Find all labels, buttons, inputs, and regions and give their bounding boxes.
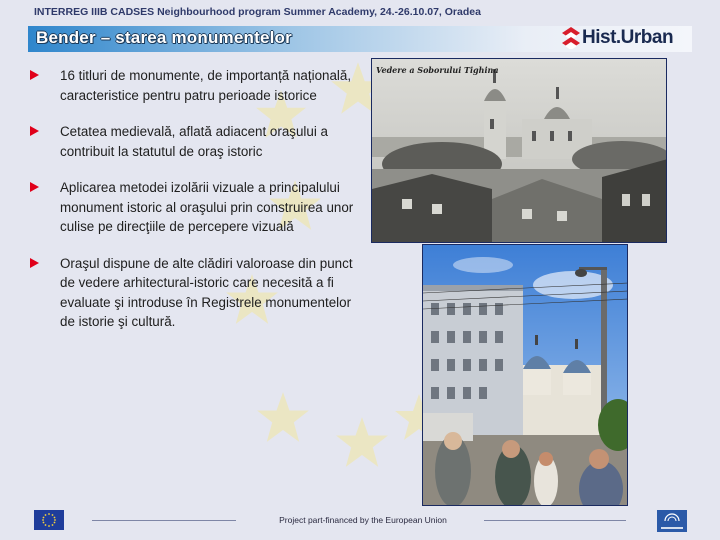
star-icon (256, 390, 310, 444)
bullet-item (30, 254, 365, 332)
bullet-item (30, 178, 365, 237)
historic-town-photo-image (372, 59, 667, 243)
bullet-text: Cetatea medievală, aflată adiacent oraşului a contribuit la statutul de oraş istoric (60, 124, 328, 159)
modern-street-photo (422, 244, 628, 506)
logo-text: Hist.Urban (582, 27, 674, 48)
council-of-europe-icon (657, 510, 687, 532)
footer-text: Project part-financed by the European Union (279, 515, 447, 525)
footer-divider-right (484, 520, 626, 521)
bullet-text: 16 titluri de monumente, de importanță națională, caracteristice pentru patru perioade istorice (60, 68, 352, 103)
bullet-item (30, 66, 365, 105)
bullet-text: Oraşul dispune de alte clădiri valoroase din punct de vedere arhitectural-istoric care necesită a fi evaluate şi introduse în Registrele monumentelor de istorie şi cultură. (60, 255, 353, 329)
eu-flag-icon (34, 510, 64, 530)
bullet-item (30, 122, 365, 161)
bullet-arrow-icon (30, 182, 39, 192)
bullet-arrow-icon (30, 258, 39, 268)
photo-caption: Vedere a Soborului Tighina (376, 65, 499, 75)
slide-title: Bender – starea monumentelor (36, 28, 292, 47)
bullet-arrow-icon (30, 126, 39, 136)
event-line: INTERREG IIIB CADSES Neighbourhood program Summer Academy, 24.-26.10.07, Oradea (34, 6, 481, 18)
historic-town-photo (371, 58, 667, 243)
bullet-list (30, 66, 365, 349)
bullet-text: Aplicarea metodei izolării vizuale a principalului monument istoric al oraşului prin construirea unor culise pe direcţiile de percepere vizuală (60, 180, 354, 234)
hist-urban-logo (562, 24, 694, 52)
modern-street-photo-image (423, 245, 628, 506)
bullet-arrow-icon (30, 70, 39, 80)
star-icon (335, 415, 389, 469)
hist-urban-emblem-icon (562, 27, 580, 49)
footer-divider-left (92, 520, 236, 521)
